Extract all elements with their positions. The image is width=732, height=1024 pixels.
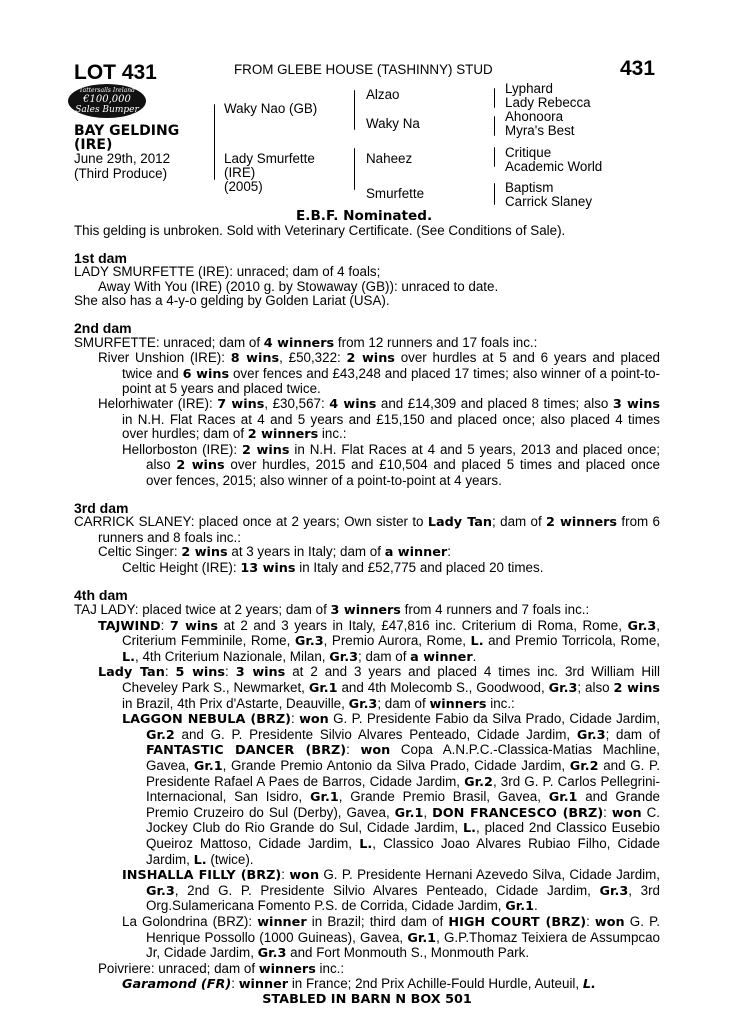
pedigree-brace-1 (214, 104, 215, 180)
first-dam-foal: Away With You (IRE) (2010 g. by Stowaway (GB)): unraced to date. (98, 278, 499, 294)
third-dam-text: CARRICK SLANEY: placed once at 2 years; Own sister to Lady Tan; dam of 2 winners from 6 runners and 8 foals inc.: (74, 514, 660, 545)
badge-line2: €100,000 (83, 94, 131, 105)
third-dam-grandfoal: Celtic Height (IRE): 13 wins in Italy and £52,775 and placed 20 times. (122, 559, 544, 576)
lady-tan-entry: Lady Tan: 5 wins: 3 wins at 2 and 3 years and placed 4 times inc. 3rd William Hill Cheveley Park S., Newmarket, Gr.1 and 4th Molecomb S., Goodwood, Gr.3; also 2 wins in Brazil, 4th Prix d'Astarte, Deauville, Gr.3; dam of winners inc.: (98, 664, 661, 712)
sire: Waky Nao (GB) (224, 101, 318, 116)
pedigree-brace-3b (494, 116, 495, 136)
ss-sire: Lyphard (505, 81, 553, 96)
third-dam-heading: 3rd dam (74, 499, 129, 516)
ds-dam: Academic World (505, 159, 603, 174)
first-dam-heading: 1st dam (74, 249, 127, 266)
second-dam-grandfoal: Hellorboston (IRE): 2 wins in N.H. Flat Races at 4 and 5 years, 2013 and placed once; also 2 wins over hurdles, 2015 and £10,504 and placed 5 times and placed once over fences, 2015; also winner of a point-to-point at 4 years. (122, 441, 661, 488)
sd-sire: Ahonoora (505, 109, 564, 124)
la-golondrina-entry: La Golondrina (BRZ): winner in Brazil; third dam of HIGH COURT (BRZ): won G. P. Henrique Possollo (1000 Guineas), Gavea, Gr.1, G.P.Thomaz Teixiera de Assumpcao Jr, Cidade Jardim, Gr.3 and Fort Monmouth S., Monmouth Park. (122, 913, 660, 962)
dam-line3: (2005) (224, 179, 263, 194)
catalogue-body (74, 224, 660, 1008)
produce-note: (Third Produce) (74, 166, 168, 181)
dd-dam: Carrick Slaney (505, 194, 593, 209)
consignor: FROM GLEBE HOUSE (TASHINNY) STUD (234, 62, 493, 77)
fourth-dam-text: TAJ LADY: placed twice at 2 years; dam of 3 winners from 4 runners and 7 foals inc.: (74, 602, 590, 619)
foaled-date: June 29th, 2012 (74, 151, 171, 166)
ebf-nominated: E.B.F. Nominated. (296, 208, 433, 224)
laggon-nebula-entry: LAGGON NEBULA (BRZ): won G. P. Presidente Fabio da Silva Prado, Cidade Jardim, Gr.2 and G. P. Presidente Silvio Alvares Penteado, Cidade Jardim, Gr.3; dam of FANTASTIC DANCER (BRZ): won Copa A.N.P.C.-Classica-Matias Machline, Gavea, Gr.1, Grande Premio Antonio da Silva Prado, Cidade Jardim, Gr.2 and G. P. Presidente Rafael A Paes de Barros, Cidade Jardim, Gr.2, 3rd G. P. Carlos Pellegrini-Internacional, San Isidro, Gr.1, Grande Premio Brasil, Gavea, Gr.1 and Grande Premio Cruzeiro do Sul (Derby), Gavea, Gr.1, DON FRANCESCO (BRZ): won C. Jockey Club do Rio Grande do Sul, Cidade Jardim, L., placed 2nd Classico Eusebio Queiroz Mattoso, Cidade Jardim, L., Classico Joao Alvares Rubiao Filho, Cidade Jardim, L. (twice). (122, 711, 660, 868)
second-dam-heading: 2nd dam (74, 319, 132, 336)
second-dam-text: SMURFETTE: unraced; dam of 4 winners from 12 runners and 17 foals inc.: (74, 334, 538, 351)
garamond-entry: Garamond (FR): winner in France; 2nd Prix Achille-Fould Hurdle, Auteuil, L. (122, 976, 596, 993)
dam-dam: Smurfette (366, 186, 425, 201)
pedigree-brace-2b (354, 148, 355, 190)
poivriere-entry: Poivriere: unraced; dam of winners inc.: (98, 960, 345, 977)
sire-sire: Alzao (366, 87, 400, 102)
dam-sire: Naheez (366, 151, 413, 166)
pedigree-brace-3d (494, 183, 495, 205)
inshalla-filly-entry: INSHALLA FILLY (BRZ): won G. P. Presidente Hernani Azevedo Silva, Cidade Jardim, Gr.3, 2nd G. P. Presidente Silvio Alvares Penteado, Cidade Jardim, Gr.3, 3rd Org.Sulamericana Fomento P.S. de Corrida, Cidade Jardim, Gr.1. (122, 867, 660, 915)
sire-dam: Waky Na (366, 116, 420, 131)
ss-dam: Lady Rebecca (505, 95, 591, 110)
third-dam-foal: Celtic Singer: 2 wins at 3 years in Italy; dam of a winner: (98, 544, 451, 561)
sd-dam: Myra's Best (505, 123, 575, 138)
horse-origin: (IRE) (74, 137, 113, 153)
pedigree-brace-2a (354, 90, 355, 130)
badge-line1: Tattersalls Ireland (79, 87, 135, 94)
dam-line1: Lady Smurfette (224, 151, 315, 166)
stabled-location: STABLED IN BARN N BOX 501 (262, 991, 472, 1007)
first-dam-text: LADY SMURFETTE (IRE): unraced; dam of 4 foals; (74, 264, 381, 280)
dd-sire: Baptism (505, 180, 554, 195)
lot-number: 431 (620, 57, 656, 80)
dam-line2: (IRE) (224, 165, 256, 180)
sales-bumper-badge (68, 84, 146, 118)
ds-sire: Critique (505, 145, 552, 160)
intro-text: This gelding is unbroken. Sold with Veterinary Certificate. (See Conditions of Sale). (74, 223, 566, 238)
pedigree-brace-3c (494, 147, 495, 167)
second-dam-foal-1: River Unshion (IRE): 8 wins, £50,322: 2 wins over hurdles at 5 and 6 years and placed twice and 6 wins over fences and £43,248 and placed 17 times; also winner of a point-to-point at 5 years and placed twice. (98, 350, 660, 397)
horse-type: BAY GELDING (74, 123, 180, 139)
badge-line3: Sales Bumper (75, 105, 139, 115)
tajwind-entry: TAJWIND: 7 wins at 2 and 3 years in Italy, £47,816 inc. Criterium di Roma, Rome, Gr.3, Criterium Femminile, Rome, Gr.3, Premio Aurora, Rome, L. and Premio Torricola, Rome, L., 4th Criterium Nazionale, Milan, Gr.3; dam of a winner. (98, 617, 661, 665)
pedigree-brace-3a (494, 88, 495, 108)
lot-title: LOT 431 (74, 61, 157, 84)
fourth-dam-heading: 4th dam (74, 587, 128, 604)
second-dam-foal-2: Helorhiwater (IRE): 7 wins, £30,567: 4 wins and £14,309 and placed 8 times; also 3 wins in N.H. Flat Races at 4 and 5 years and £15,150 and placed once; also placed 4 times over hurdles; dam of 2 winners inc.: (98, 395, 660, 443)
first-dam-note: She also has a 4-y-o gelding by Golden Lariat (USA). (74, 293, 390, 309)
